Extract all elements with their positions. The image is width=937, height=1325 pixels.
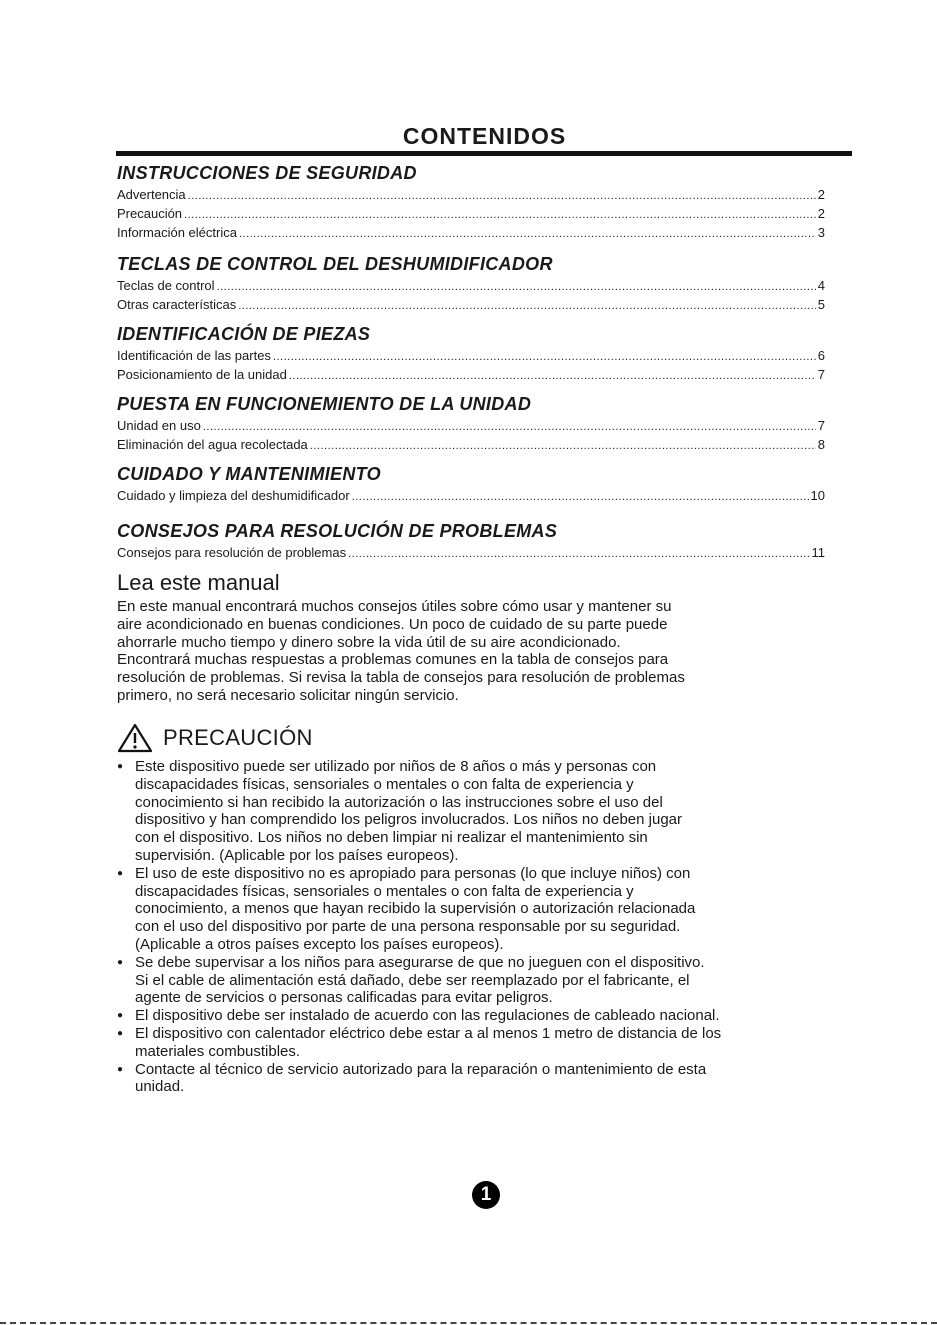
toc-entry-label: Otras características <box>117 297 237 312</box>
toc-leader-dots <box>203 419 816 436</box>
bullet-line: Si el cable de alimentación está dañado, debe ser reemplazado por el fabricante, el <box>135 971 690 989</box>
toc-entry-label: Consejos para resolución de problemas <box>117 545 347 560</box>
bullet-line: ● Se debe supervisar a los niños para asegurarse de que no jueguen con el dispositivo. <box>135 953 705 971</box>
bullet-line: dispositivo y han comprendido los peligros involucrados. Los niños no deben jugar <box>135 811 683 829</box>
toc-entry-page: 7 <box>817 367 825 382</box>
bullet-line: ● Este dispositivo puede ser utilizado por niños de 8 años o más y personas con <box>135 758 657 775</box>
toc-entry-label: Eliminación del agua recolectada <box>117 437 308 452</box>
toc-entry-page: 2 <box>817 187 825 202</box>
toc-entry-page: 4 <box>817 278 825 293</box>
caution-list <box>117 758 817 1096</box>
toc-entry[interactable] <box>117 205 825 224</box>
toc-heading: TECLAS DE CONTROL DEL DESHUMIDIFICADOR <box>117 254 553 274</box>
bullet-line: materiales combustibles. <box>135 1042 301 1060</box>
toc-entry-page: 8 <box>817 437 825 452</box>
paragraph-line: primero, no será necesario solicitar ningún servicio. <box>117 686 459 704</box>
read-manual-text <box>117 598 817 705</box>
toc-heading: PUESTA EN FUNCIONEMIENTO DE LA UNIDAD <box>117 394 532 414</box>
page-title: CONTENIDOS <box>402 123 567 149</box>
toc-entry-page: 3 <box>817 225 825 240</box>
paragraph-line: resolución de problemas. Si revisa la tabla de consejos para resolución de problemas <box>117 669 685 687</box>
caution-bullet <box>117 1061 817 1097</box>
toc-section <box>117 461 825 506</box>
toc-entry[interactable] <box>117 366 825 385</box>
bottom-border <box>0 1322 937 1324</box>
toc-heading: CUIDADO Y MANTENIMIENTO <box>117 464 381 484</box>
toc-entry-page: 10 <box>810 488 825 503</box>
warning-triangle-icon <box>117 723 153 753</box>
toc-entry[interactable] <box>117 277 825 296</box>
bullet-line: ● El dispositivo debe ser instalado de acuerdo con las regulaciones de cableado nacional. <box>135 1007 720 1025</box>
caution-bullet <box>117 758 817 865</box>
caution-bullet <box>117 865 817 954</box>
toc-entry-label: Posicionamiento de la unidad <box>117 367 287 382</box>
bullet-line: ● El dispositivo con calentador eléctrico debe estar a al menos 1 metro de distancia de los <box>135 1024 722 1042</box>
toc-leader-dots <box>310 438 816 455</box>
paragraph-line: Encontrará muchas respuestas a problemas comunes en la tabla de consejos para <box>117 651 669 669</box>
toc-heading: IDENTIFICACIÓN DE PIEZAS <box>117 324 371 344</box>
toc-section <box>117 160 825 243</box>
bullet-line: ● El uso de este dispositivo no es apropiado para personas (lo que incluye niños) con <box>135 864 691 882</box>
toc-leader-dots <box>238 298 816 315</box>
toc-entry-label: Unidad en uso <box>117 418 201 433</box>
page-number-badge: 1 <box>472 1181 500 1209</box>
toc-entry-label: Teclas de control <box>117 278 215 293</box>
toc-entry-page: 5 <box>817 297 825 312</box>
bullet-line: discapacidades físicas, sensoriales o mentales o con falta de experiencia y <box>135 775 634 793</box>
toc-entry-page: 2 <box>817 206 825 221</box>
toc-entry[interactable] <box>117 487 825 506</box>
caution-bullet <box>117 1025 817 1061</box>
toc-entry-label: Cuidado y limpieza del deshumidificador <box>117 488 350 503</box>
bullet-line: con el dispositivo. Los niños no deben limpiar ni realizar el mantenimiento sin <box>135 829 648 847</box>
bullet-line: ● Contacte al técnico de servicio autorizado para la reparación o mantenimiento de esta <box>135 1060 707 1078</box>
read-manual-heading: Lea este manual <box>117 570 280 595</box>
bullet-line: unidad. <box>135 1078 185 1096</box>
table-of-contents <box>117 160 825 563</box>
toc-entry-label: Identificación de las partes <box>117 348 271 363</box>
toc-section <box>117 321 825 385</box>
bullet-line: supervisión. (Aplicable por los países europeos). <box>135 846 459 864</box>
toc-section <box>117 391 825 455</box>
toc-leader-dots <box>184 207 816 224</box>
toc-entry-label: Información eléctrica <box>117 225 237 240</box>
toc-leader-dots <box>289 368 816 385</box>
toc-entry-page: 7 <box>817 418 825 433</box>
toc-entry[interactable] <box>117 186 825 205</box>
toc-entry-label: Advertencia <box>117 187 186 202</box>
bullet-line: agente de servicios o personas calificadas para evitar peligros. <box>135 989 553 1007</box>
toc-leader-dots <box>348 546 809 563</box>
toc-entry[interactable] <box>117 417 825 436</box>
paragraph-line: En este manual encontrará muchos consejos útiles sobre cómo usar y mantener su <box>117 598 672 615</box>
toc-entry[interactable] <box>117 224 825 243</box>
toc-heading: INSTRUCCIONES DE SEGURIDAD <box>117 163 417 183</box>
read-manual-section <box>117 568 817 705</box>
caution-bullet <box>117 1007 817 1025</box>
bullet-line: conocimiento, a menos que hayan recibido la supervisión o autorización relacionada <box>135 900 696 918</box>
caution-section <box>117 722 817 1096</box>
toc-leader-dots <box>188 188 816 205</box>
toc-entry[interactable] <box>117 436 825 455</box>
toc-entry[interactable] <box>117 296 825 315</box>
toc-section <box>117 518 825 563</box>
toc-leader-dots <box>273 349 816 366</box>
toc-entry-page: 6 <box>817 348 825 363</box>
toc-section <box>117 251 825 315</box>
toc-entry[interactable] <box>117 347 825 366</box>
toc-entry-page: 11 <box>811 545 825 560</box>
toc-leader-dots <box>239 226 816 243</box>
paragraph-line: aire acondicionado en buenas condiciones. Un poco de cuidado de su parte puede <box>117 615 668 633</box>
toc-heading: CONSEJOS PARA RESOLUCIÓN DE PROBLEMAS <box>117 521 558 541</box>
caution-bullet <box>117 954 817 1007</box>
toc-leader-dots <box>352 489 809 506</box>
bullet-line: con el uso del dispositivo por parte de una persona responsable por su seguridad. <box>135 918 681 936</box>
toc-entry[interactable] <box>117 544 825 563</box>
bullet-line: discapacidades físicas, sensoriales o mentales o con falta de experiencia y <box>135 882 634 900</box>
paragraph-line: ahorrarle mucho tiempo y dinero sobre la vida útil de su aire acondicionado. <box>117 633 621 651</box>
bullet-line: (Aplicable a otros países excepto los países europeos). <box>135 935 504 953</box>
bullet-line: conocimiento si han recibido la autorización o las instrucciones sobre el uso del <box>135 793 663 811</box>
toc-entry-label: Precaución <box>117 206 183 221</box>
caution-title: PRECAUCIÓN <box>163 725 313 750</box>
title-rule <box>116 151 852 156</box>
toc-leader-dots <box>217 279 816 296</box>
